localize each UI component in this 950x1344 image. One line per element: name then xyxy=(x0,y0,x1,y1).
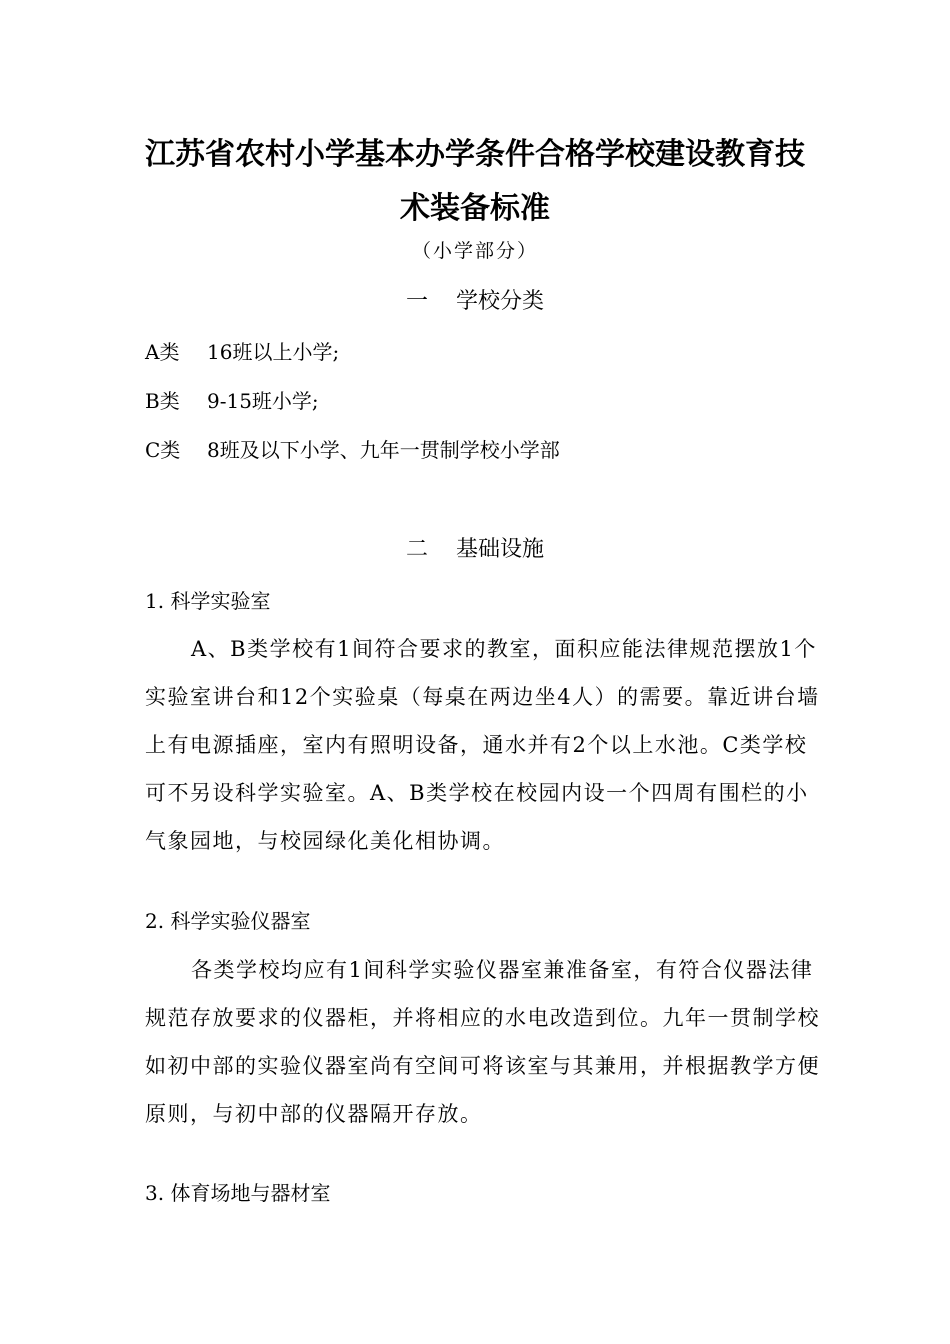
section-title: 学校分类 xyxy=(455,289,544,314)
class-label: C类 xyxy=(145,438,181,462)
subsection-heading-sports-facilities: 3. 体育场地与器材室 xyxy=(145,1181,331,1205)
class-description: 16班以上小学; xyxy=(207,340,340,364)
classification-item-c xyxy=(145,435,560,465)
section-heading-infrastructure xyxy=(0,535,950,565)
document-title: 江苏省农村小学基本办学条件合格学校建设教育技术装备标准 xyxy=(145,137,805,226)
subsection-body-instrument-room: 各类学校均应有1间科学实验仪器室兼准备室，有符合仪器法律规范存放要求的仪器柜，并将相应的水电改造到位。九年一贯制学校如初中部的实验仪器室尚有空间可将该室与其兼用，并根据教学方便原则，与初中部的仪器隔开存放。 xyxy=(145,958,820,1126)
class-description: 9-15班小学; xyxy=(207,389,319,413)
subsection-body-science-lab: A、B类学校有1间符合要求的教室，面积应能法律规范摆放1个实验室讲台和12个实验桌（每桌在两边坐4人）的需要。靠近讲台墙上有电源插座，室内有照明设备，通水并有2个以上水池。C类学校可不另设科学实验室。A、B类学校在校园内设一个四周有围栏的小气象园地，与校园绿化美化相协调。 xyxy=(145,637,820,853)
document-subtitle: （小学部分） xyxy=(411,240,538,262)
classification-item-a xyxy=(145,337,339,367)
section-title: 基础设施 xyxy=(455,537,544,562)
section-number: 二 xyxy=(405,537,428,562)
class-label: B类 xyxy=(145,389,180,413)
classification-item-b xyxy=(145,386,319,416)
subsection-heading-science-lab: 1. 科学实验室 xyxy=(145,589,271,613)
section-number: 一 xyxy=(405,289,428,314)
class-description: 8班及以下小学、九年一贯制学校小学部 xyxy=(207,438,560,462)
subsection-heading-instrument-room: 2. 科学实验仪器室 xyxy=(145,909,311,933)
class-label: A类 xyxy=(145,340,180,364)
section-heading-school-classification xyxy=(0,287,950,317)
